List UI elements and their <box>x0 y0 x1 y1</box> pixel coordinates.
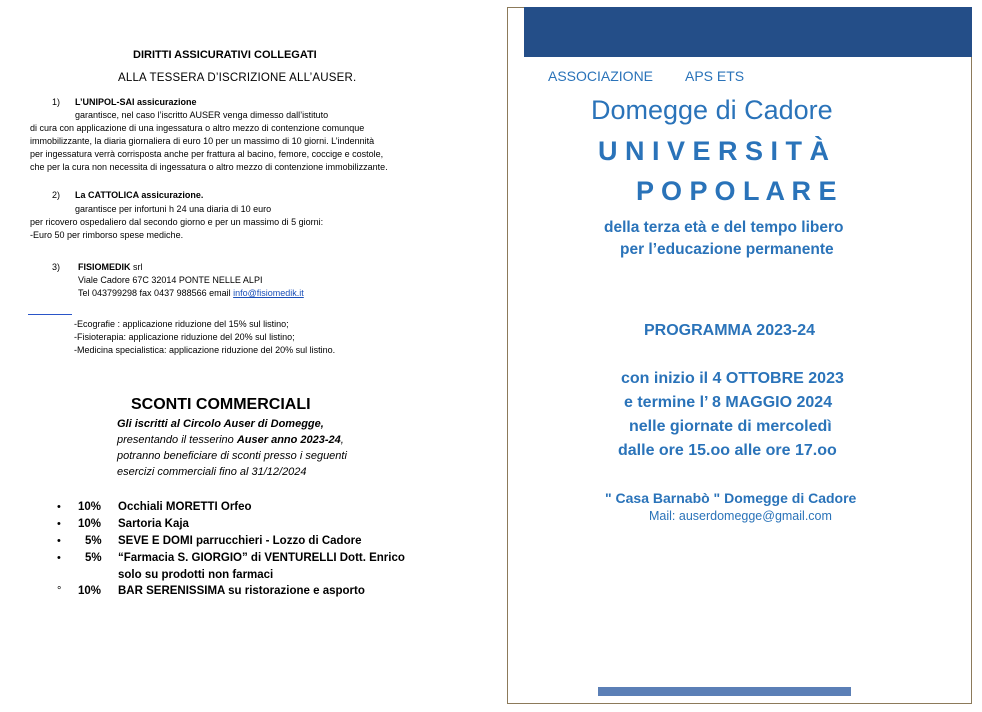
item-2-line: garantisce per infortuni h 24 una diaria di 10 euro <box>75 204 272 214</box>
item-1-line: per ingessatura verrà corrisposta anche per frattura al bacino, femore, coccige e costole, <box>30 149 384 159</box>
subtitle-line: per l’educazione permanente <box>620 241 834 258</box>
header-bar <box>524 7 972 57</box>
popolare-title: P O P O L A R E <box>636 176 837 206</box>
list-pct: 10% <box>78 585 102 597</box>
item-1-line: di cura con applicazione di una ingessatura o altro mezzo di contenzione comunque <box>30 123 365 133</box>
university-title: U N I V E R S I T À <box>598 136 830 166</box>
insurance-heading: DIRITTI ASSICURATIVI COLLEGATI <box>133 49 317 61</box>
date-line: e termine l’ 8 MAGGIO 2024 <box>624 394 833 411</box>
date-line: con inizio il 4 OTTOBRE 2023 <box>621 370 844 387</box>
item-2-line: per ricovero ospedaliero dal secondo giorno e per un massimo di 5 giorni: <box>30 217 324 227</box>
discount-line: -Fisioterapia: applicazione riduzione del 20% sul listino; <box>74 332 295 342</box>
sconti-intro-text: presentando il tesserino <box>117 434 237 446</box>
list-item: Sartoria Kaja <box>118 518 189 530</box>
item-3-line: Viale Cadore 67C 32014 PONTE NELLE ALPI <box>78 275 263 285</box>
item-2-title: La CATTOLICA assicurazione. <box>75 190 204 200</box>
date-line: nelle giornate di mercoledì <box>629 418 832 435</box>
list-pct: 5% <box>85 535 102 547</box>
footer-bar <box>598 687 851 696</box>
list-bullet: • <box>57 552 61 564</box>
discount-line: -Medicina specialistica: applicazione riduzione del 20% sul listino. <box>74 345 336 355</box>
list-pct: 5% <box>85 552 102 564</box>
date-line: dalle ore 15.oo alle ore 17.oo <box>618 442 837 459</box>
subtitle-line: della terza età e del tempo libero <box>604 219 844 236</box>
item-3-title: FISIOMEDIK <box>78 262 131 272</box>
list-pct: 10% <box>78 501 102 513</box>
sconti-intro-line <box>117 434 344 446</box>
contact-mail[interactable]: Mail: auserdomegge@gmail.com <box>649 509 832 523</box>
place-title: Domegge di Cadore <box>591 95 833 125</box>
item-2-number: 2) <box>52 190 61 200</box>
item-3-number: 3) <box>52 262 61 272</box>
list-item: BAR SERENISSIMA su ristorazione e asporto <box>118 585 365 597</box>
sconti-intro-line: potranno beneficiare di sconti presso i seguenti <box>117 450 347 462</box>
sconti-intro-comma: , <box>340 434 344 446</box>
item-1-line: immobilizzante, la diaria giornaliera di euro 10 per un massimo di 10 giorni. L’indennità <box>30 136 375 146</box>
item-1-line: che per la cura non necessita di ingessatura o altro mezzo di contenzione immobilizzante. <box>30 162 388 172</box>
list-bullet: • <box>57 518 61 530</box>
item-1-title: L’UNIPOL-SAI assicurazione <box>75 97 197 107</box>
list-item: solo su prodotti non farmaci <box>118 569 274 581</box>
item-2-line: -Euro 50 per rimborso spese mediche. <box>30 230 184 240</box>
sconti-intro-line: esercizi commerciali fino al 31/12/2024 <box>117 466 307 478</box>
list-pct: 10% <box>78 518 102 530</box>
venue: " Casa Barnabò " Domegge di Cadore <box>605 490 857 506</box>
sconti-intro-line: Gli iscritti al Circolo Auser di Domegge, <box>117 418 324 430</box>
association-label: ASSOCIAZIONE <box>548 68 654 84</box>
item-1-line: garantisce, nel caso l’iscritto AUSER venga dimesso dall’istituto <box>75 110 329 120</box>
list-item: SEVE E DOMI parrucchieri - Lozzo di Cadore <box>118 535 362 547</box>
item-1-number: 1) <box>52 97 61 107</box>
programma-title: PROGRAMMA 2023-24 <box>644 322 816 339</box>
list-item: Occhiali MORETTI Orfeo <box>118 501 252 513</box>
item-3-title-row <box>78 261 143 274</box>
item-3-contact-row <box>78 287 304 300</box>
divider-line <box>28 314 72 315</box>
association-type: APS ETS <box>685 68 745 84</box>
item-3-line: Tel 043799298 fax 0437 988566 email <box>78 288 234 298</box>
sconti-intro-year: Auser anno 2023-24 <box>236 434 341 446</box>
fisiomedik-email-link[interactable]: info@fisiomedik.it <box>233 288 304 298</box>
list-bullet: • <box>57 501 61 513</box>
list-bullet: • <box>57 535 61 547</box>
list-item: “Farmacia S. GIORGIO” di VENTURELLI Dott. Enrico <box>118 552 405 564</box>
item-3-title-suffix: srl <box>130 262 143 272</box>
list-bullet: ° <box>57 585 62 597</box>
sconti-title: SCONTI COMMERCIALI <box>131 396 311 413</box>
discount-line: -Ecografie : applicazione riduzione del 15% sul listino; <box>74 319 289 329</box>
insurance-subheading: ALLA TESSERA D’ISCRIZIONE ALL’AUSER. <box>118 72 357 84</box>
